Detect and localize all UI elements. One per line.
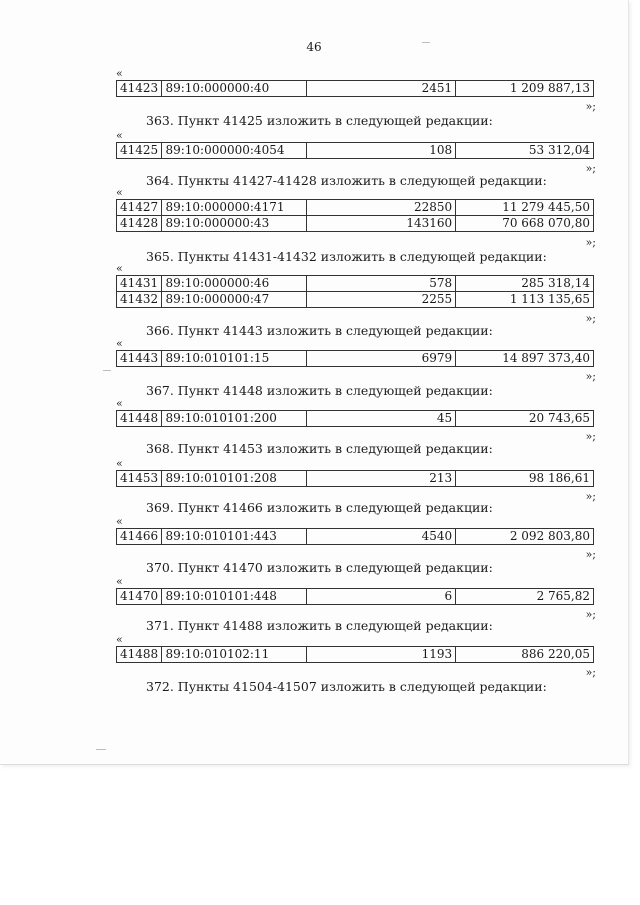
cadastral-value-cell: 20 743,65 [456,411,594,427]
cadastral-number-cell: 89:10:010101:208 [162,471,307,487]
row-number-cell: 41470 [117,589,162,605]
table-row [117,143,594,159]
table-row [117,200,594,216]
cadastral-number-cell: 89:10:000000:46 [162,276,307,292]
row-number-cell: 41466 [117,529,162,545]
opening-quote: « [116,262,123,275]
row-number-cell: 41425 [117,143,162,159]
table-row [117,647,594,663]
area-cell: 45 [307,411,456,427]
area-cell: 213 [307,471,456,487]
amendment-heading: 367. Пункт 41448 изложить в следующей редакции: [146,383,493,398]
table-row [117,411,594,427]
cadastral-number-cell: 89:10:010101:448 [162,589,307,605]
amendment-heading: 364. Пункты 41427-41428 изложить в следующей редакции: [146,173,547,188]
opening-quote: « [116,575,123,588]
parcel-table [116,470,594,487]
closing-quote: »; [585,370,596,383]
cadastral-value-cell: 886 220,05 [456,647,594,663]
cadastral-value-cell: 70 668 070,80 [456,216,594,232]
table-row [117,216,594,232]
amendment-heading: 366. Пункт 41443 изложить в следующей редакции: [146,323,493,338]
parcel-table [116,646,594,663]
amendment-heading: 368. Пункт 41453 изложить в следующей редакции: [146,441,493,456]
cadastral-number-cell: 89:10:010102:11 [162,647,307,663]
row-number-cell: 41428 [117,216,162,232]
cadastral-value-cell: 53 312,04 [456,143,594,159]
cadastral-value-cell: 2 092 803,80 [456,529,594,545]
parcel-table [116,410,594,427]
amendment-table-block [116,262,596,325]
closing-quote: »; [585,548,596,561]
amendment-table-block [116,515,596,561]
amendment-table-block [116,129,596,175]
opening-quote: « [116,129,123,142]
amendment-table-block [116,575,596,621]
closing-quote: »; [585,100,596,113]
closing-quote: »; [585,608,596,621]
table-row [117,351,594,367]
cadastral-value-cell: 11 279 445,50 [456,200,594,216]
table-row [117,529,594,545]
cadastral-number-cell: 89:10:000000:4054 [162,143,307,159]
scan-mark [422,42,430,43]
closing-quote: »; [585,312,596,325]
amendment-heading: 363. Пункт 41425 изложить в следующей редакции: [146,113,493,128]
scan-mark [103,370,111,371]
cadastral-value-cell: 98 186,61 [456,471,594,487]
cadastral-number-cell: 89:10:000000:43 [162,216,307,232]
amendment-heading: 372. Пункты 41504-41507 изложить в следующей редакции: [146,679,547,694]
closing-quote: »; [585,162,596,175]
parcel-table [116,199,594,232]
cadastral-value-cell: 14 897 373,40 [456,351,594,367]
area-cell: 22850 [307,200,456,216]
amendment-table-block [116,397,596,443]
opening-quote: « [116,67,123,80]
opening-quote: « [116,397,123,410]
row-number-cell: 41448 [117,411,162,427]
cadastral-value-cell: 2 765,82 [456,589,594,605]
amendment-table-block [116,186,596,249]
amendment-heading: 365. Пункты 41431-41432 изложить в следующей редакции: [146,249,547,264]
area-cell: 578 [307,276,456,292]
table-row [117,292,594,308]
row-number-cell: 41432 [117,292,162,308]
amendment-heading: 370. Пункт 41470 изложить в следующей редакции: [146,560,493,575]
amendment-table-block [116,337,596,383]
cadastral-number-cell: 89:10:000000:40 [162,81,307,97]
area-cell: 6 [307,589,456,605]
area-cell: 2255 [307,292,456,308]
cadastral-number-cell: 89:10:000000:47 [162,292,307,308]
amendment-heading: 369. Пункт 41466 изложить в следующей редакции: [146,500,493,515]
parcel-table [116,275,594,308]
amendment-table-block [116,633,596,679]
page-number: 46 [306,40,322,54]
area-cell: 6979 [307,351,456,367]
table-row [117,471,594,487]
closing-quote: »; [585,666,596,679]
area-cell: 1193 [307,647,456,663]
row-number-cell: 41423 [117,81,162,97]
scan-mark [96,749,106,750]
opening-quote: « [116,633,123,646]
cadastral-number-cell: 89:10:010101:15 [162,351,307,367]
closing-quote: »; [585,236,596,249]
amendment-table-block [116,67,596,113]
opening-quote: « [116,337,123,350]
cadastral-number-cell: 89:10:000000:4171 [162,200,307,216]
table-row [117,589,594,605]
area-cell: 143160 [307,216,456,232]
closing-quote: »; [585,430,596,443]
area-cell: 4540 [307,529,456,545]
cadastral-number-cell: 89:10:010101:200 [162,411,307,427]
opening-quote: « [116,457,123,470]
row-number-cell: 41427 [117,200,162,216]
row-number-cell: 41443 [117,351,162,367]
amendment-table-block [116,457,596,503]
cadastral-number-cell: 89:10:010101:443 [162,529,307,545]
closing-quote: »; [585,490,596,503]
cadastral-value-cell: 1 209 887,13 [456,81,594,97]
row-number-cell: 41488 [117,647,162,663]
opening-quote: « [116,186,123,199]
opening-quote: « [116,515,123,528]
area-cell: 108 [307,143,456,159]
parcel-table [116,350,594,367]
row-number-cell: 41453 [117,471,162,487]
parcel-table [116,80,594,97]
area-cell: 2451 [307,81,456,97]
cadastral-value-cell: 1 113 135,65 [456,292,594,308]
cadastral-value-cell: 285 318,14 [456,276,594,292]
parcel-table [116,588,594,605]
row-number-cell: 41431 [117,276,162,292]
parcel-table [116,142,594,159]
parcel-table [116,528,594,545]
table-row [117,81,594,97]
amendment-heading: 371. Пункт 41488 изложить в следующей редакции: [146,618,493,633]
table-row [117,276,594,292]
